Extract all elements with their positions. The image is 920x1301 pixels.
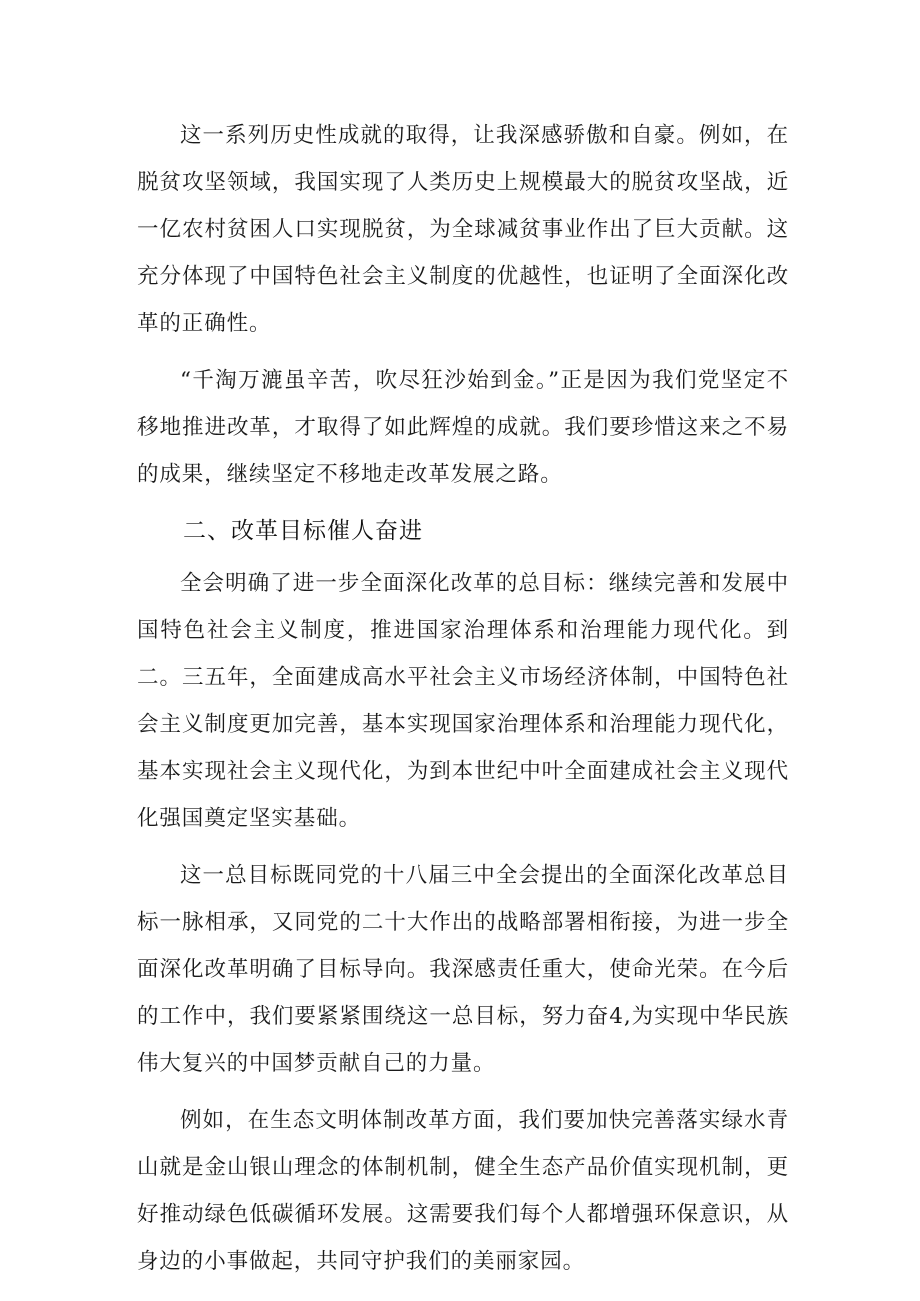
paragraph-ecology-reform: 例如，在生态文明体制改革方面，我们要加快完善落实绿水青山就是金山银山理念的体制机制，健全生态产品价值实现机制，更好推动绿色低碳循环发展。这需要我们每个人都增强环保意识，从身边的小事做起，共同守护我们的美丽家园。 — [137, 1108, 789, 1274]
paragraph-achievements: 这一系列历史性成就的取得，让我深感骄傲和自豪。例如，在脱贫攻坚领域，我国实现了人类历史上规模最大的脱贫攻坚战，近一亿农村贫困人口实现脱贫，为全球减贫事业作出了巨大贡献。这充分体现了中国特色社会主义制度的优越性，也证明了全面深化改革的正确性。 — [137, 123, 789, 336]
section-heading: 二、改革目标催人奋进 — [183, 518, 423, 544]
paragraph-reform-goal: 全会明确了进一步全面深化改革的总目标：继续完善和发展中国特色社会主义制度，推进国家治理体系和治理能力现代化。到二。三五年，全面建成高水平社会主义市场经济体制，中国特色社会主义制度更加完善，基本实现国家治理体系和治理能力现代化，基本实现社会主义现代化，为到本世纪中叶全面建成社会主义现代化强国奠定坚实基础。 — [137, 571, 789, 831]
paragraph-poem-quote: “千淘万漉虽辛苦，吹尽狂沙始到金。”正是因为我们党坚定不移地推进改革，才取得了如此辉煌的成就。我们要珍惜这来之不易的成果，继续坚定不移地走改革发展之路。 — [137, 368, 789, 487]
document-body — [137, 112, 789, 1285]
paragraph-goal-continuity: 这一总目标既同党的十八届三中全会提出的全面深化改革总目标一脉相承，又同党的二十大作出的战略部署相衔接，为进一步全面深化改革明确了目标导向。我深感责任重大，使命光荣。在今后的工作中，我们要紧紧围绕这一总目标，努力奋4,为实现中华民族伟大复兴的中国梦贡献自己的力量。 — [137, 863, 789, 1076]
